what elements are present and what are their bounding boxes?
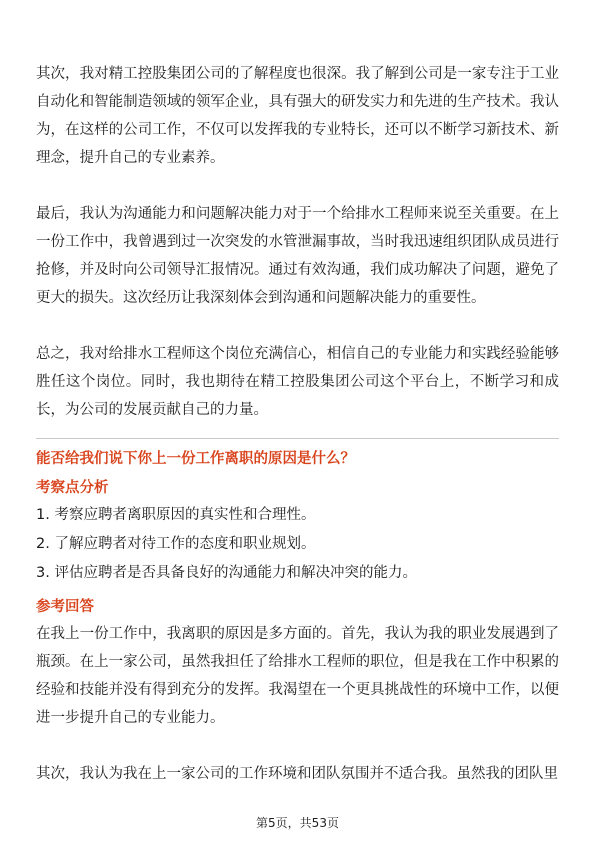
answer-heading: 参考回答 — [36, 599, 94, 615]
intro-paragraph-1: 其次，我对精工控股集团公司的了解程度也很深。我了解到公司是一家专注于工业自动化和智能制造领域的领军企业，具有强大的研发实力和先进的生产技术。我认为，在这样的公司工作，不仅可以发挥我的专业特长，还可以不断学习新技术、新理念，提升自己的专业素养。 — [36, 66, 559, 166]
answer-paragraph-1: 在我上一份工作中，我离职的原因是多方面的。首先，我认为我的职业发展遇到了瓶颈。在上一家公司，虽然我担任了给排水工程师的职位，但是我在工作中积累的经验和技能并没有得到充分的发挥。我渴望在一个更具挑战性的环境中工作，以便进一步提升自己的专业能力。 — [36, 626, 559, 726]
section-divider — [36, 438, 559, 439]
paragraph-gap — [36, 312, 559, 340]
intro-paragraph-2: 最后，我认为沟通能力和问题解决能力对于一个给排水工程师来说至关重要。在上一份工作中，我曾遇到过一次突发的水管泄漏事故，当时我迅速组织团队成员进行抢修，并及时向公司领导汇报情况。通过有效沟通，我们成功解决了问题，避免了更大的损失。这次经历让我深刻体会到沟通和问题解决能力的重要性。 — [36, 206, 559, 306]
paragraph-gap — [36, 172, 559, 200]
answer-paragraph-2: 其次，我认为我在上一家公司的工作环境和团队氛围并不适合我。虽然我的团队里 — [36, 766, 558, 782]
intro-paragraph-3: 总之，我对给排水工程师这个岗位充满信心，相信自己的专业能力和实践经验能够胜任这个岗位。同时，我也期待在精工控股集团公司这个平台上，不断学习和成长，为公司的发展贡献自己的力量。 — [36, 346, 559, 418]
analysis-list — [36, 501, 559, 588]
analysis-item: 1. 考察应聘者离职原因的真实性和合理性。 — [36, 507, 316, 523]
page-footer: 第5页，共53页 — [256, 816, 339, 830]
analysis-item: 3. 评估应聘者是否具备良好的沟通能力和解决冲突的能力。 — [36, 565, 417, 581]
question-title: 能否给我们说下你上一份工作离职的原因是什么？ — [36, 451, 355, 467]
analysis-item: 2. 了解应聘者对待工作的态度和职业规划。 — [36, 536, 316, 552]
document-page — [36, 60, 559, 788]
analysis-heading: 考察点分析 — [36, 480, 109, 496]
paragraph-gap — [36, 732, 559, 760]
